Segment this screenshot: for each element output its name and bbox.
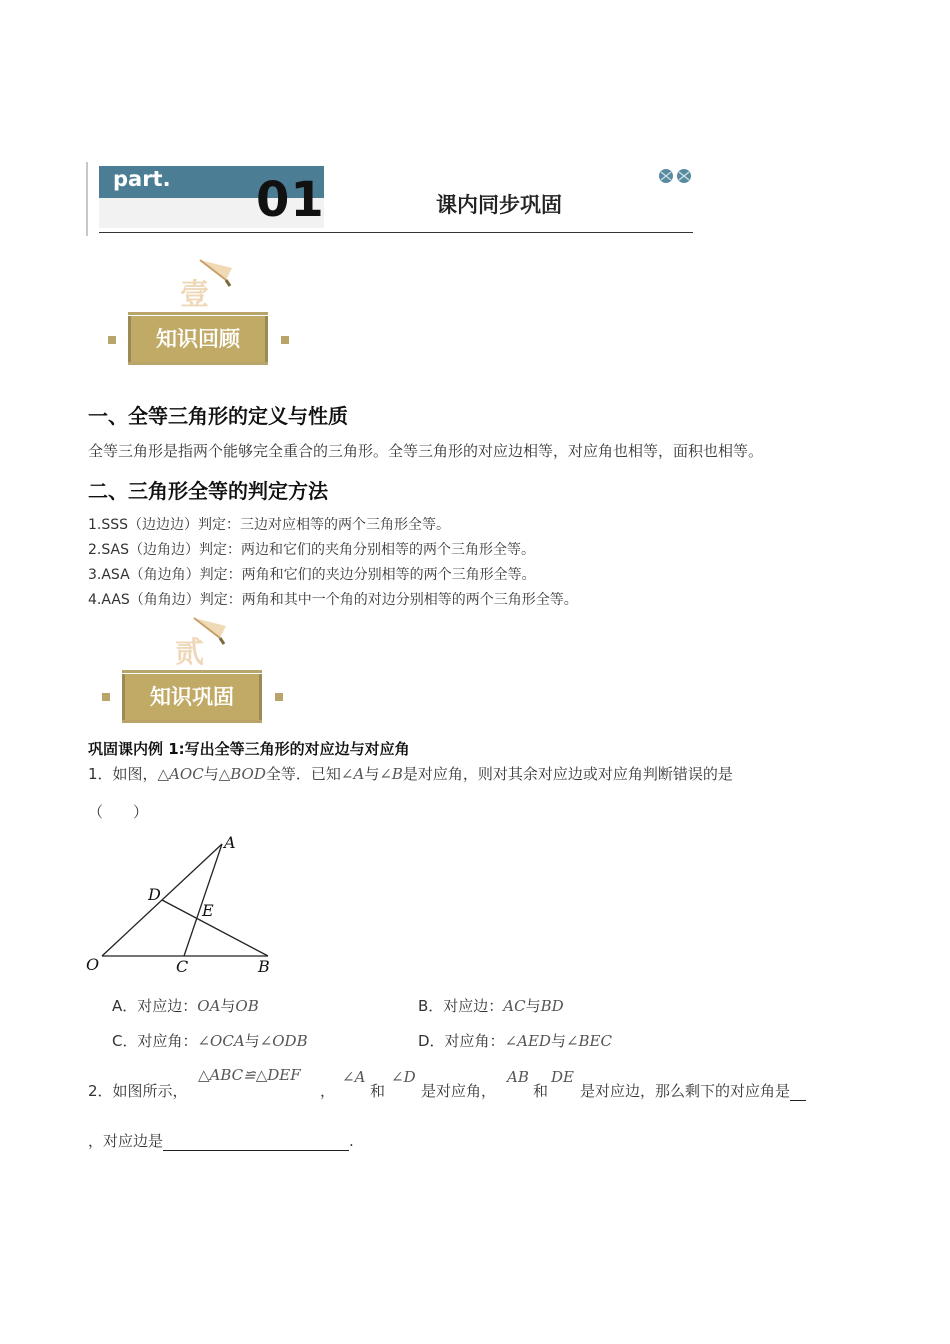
list-item: 3.ASA（角边角）判定：两角和它们的夹边分别相等的两个三角形全等。 [88,567,536,583]
q1-text: 与 [203,765,219,783]
q2-math: DE [551,1068,574,1086]
question-1 [88,763,733,784]
option-math: ∠OCA [197,1032,245,1050]
q1-math: ∠A [340,765,365,783]
option-math: ∠BEC [565,1032,612,1050]
part-number: 01 [256,172,325,228]
list-item: 1.SSS（边边边）判定：三边对应相等的两个三角形全等。 [88,517,451,533]
option-math: ∠ODB [259,1032,308,1050]
label-A: A [224,833,236,852]
badge-label: 知识回顾 [156,327,240,351]
q2-math: ∠A [342,1068,366,1086]
option-math: BD [540,997,564,1015]
q2-text: ，对应边是 [88,1132,164,1150]
q2-text: ， [320,1082,336,1100]
option-text: 与 [550,1032,566,1050]
list-item: 4.AAS（角角边）判定：两角和其中一个角的对边分别相等的两个三角形全等。 [88,592,578,608]
option-label: A．对应边： [112,997,198,1015]
q2-text [580,1080,806,1101]
option-math: OB [235,997,259,1015]
q1-number: 1．如图， [88,765,158,783]
segment-AC [184,844,222,956]
option-a[interactable] [112,995,259,1016]
answer-parentheses: （ ） [88,803,149,821]
header-underline [99,232,693,233]
droplets-icon [658,166,698,188]
badge-top-bar [128,312,268,315]
segment-DB [162,900,268,956]
badge-left-dot [108,336,116,344]
option-text: 与 [525,997,541,1015]
option-d[interactable] [418,1030,612,1051]
q1-math: △BOD [218,765,266,783]
option-math: ∠AED [504,1032,551,1050]
badge-top-bar [122,670,262,673]
option-math: AC [503,997,526,1015]
option-c[interactable] [112,1030,308,1051]
badge-right-dot [275,693,283,701]
section1-body: 全等三角形是指两个能够完全重合的三角形。全等三角形的对应边相等，对应角也相等，面积也相等。 [88,442,764,460]
label-C: C [176,957,189,976]
list-item: 2.SAS（边角边）判定：两边和它们的夹角分别相等的两个三角形全等。 [88,542,535,558]
label-B: B [258,957,270,976]
q2-math: AB [507,1068,529,1086]
answer-blank[interactable] [790,1082,806,1101]
option-b[interactable] [418,995,564,1016]
q2-line2 [88,1130,354,1151]
option-label: C．对应角： [112,1032,198,1050]
option-label: D．对应角： [418,1032,505,1050]
q2-text-tail: 是对应边，那么剩下的对应角是 [580,1082,791,1100]
badge-label: 知识巩固 [150,685,234,709]
badge-bottom-bar [122,720,262,723]
option-label: B．对应边： [418,997,504,1015]
q1-text: 全等．已知 [265,765,341,783]
option-text: 与 [220,997,236,1015]
section1-heading: 一、全等三角形的定义与性质 [88,404,348,428]
example-heading: 巩固课内例 1:写出全等三角形的对应边与对应角 [88,740,410,758]
badge-left-dot [102,693,110,701]
q1-math: △AOC [157,765,204,783]
q2-number: 2．如图所示， [88,1082,188,1100]
q2-math: ∠D [391,1068,416,1086]
label-D: D [148,885,161,904]
q2-math: △ABC≌△DEF [198,1066,301,1084]
badge-right-dot [281,336,289,344]
triangle-figure [80,830,290,980]
section2-heading: 二、三角形全等的判定方法 [88,479,328,503]
badge-box [128,316,268,362]
label-E: E [202,901,214,920]
option-math: OA [197,997,221,1015]
header-left-rule [86,162,88,236]
badge-number: 贰 [175,635,205,669]
q1-text: 与 [364,765,380,783]
badge-bottom-bar [128,362,268,365]
label-O: O [86,955,100,974]
q2-text: 和 [533,1082,549,1100]
q1-math: ∠B [379,765,403,783]
badge-box [122,674,262,720]
answer-blank[interactable] [163,1132,349,1151]
section-title: 课内同步巩固 [436,193,562,217]
q1-text: 是对应角，则对其余对应边或对应角判断错误的是 [402,765,733,783]
part-label: part. [113,167,171,191]
q2-text: 和 [370,1082,386,1100]
badge-number: 壹 [180,277,210,311]
q2-text: 是对应角， [421,1082,497,1100]
option-text: 与 [244,1032,260,1050]
q2-text: . [349,1132,354,1150]
